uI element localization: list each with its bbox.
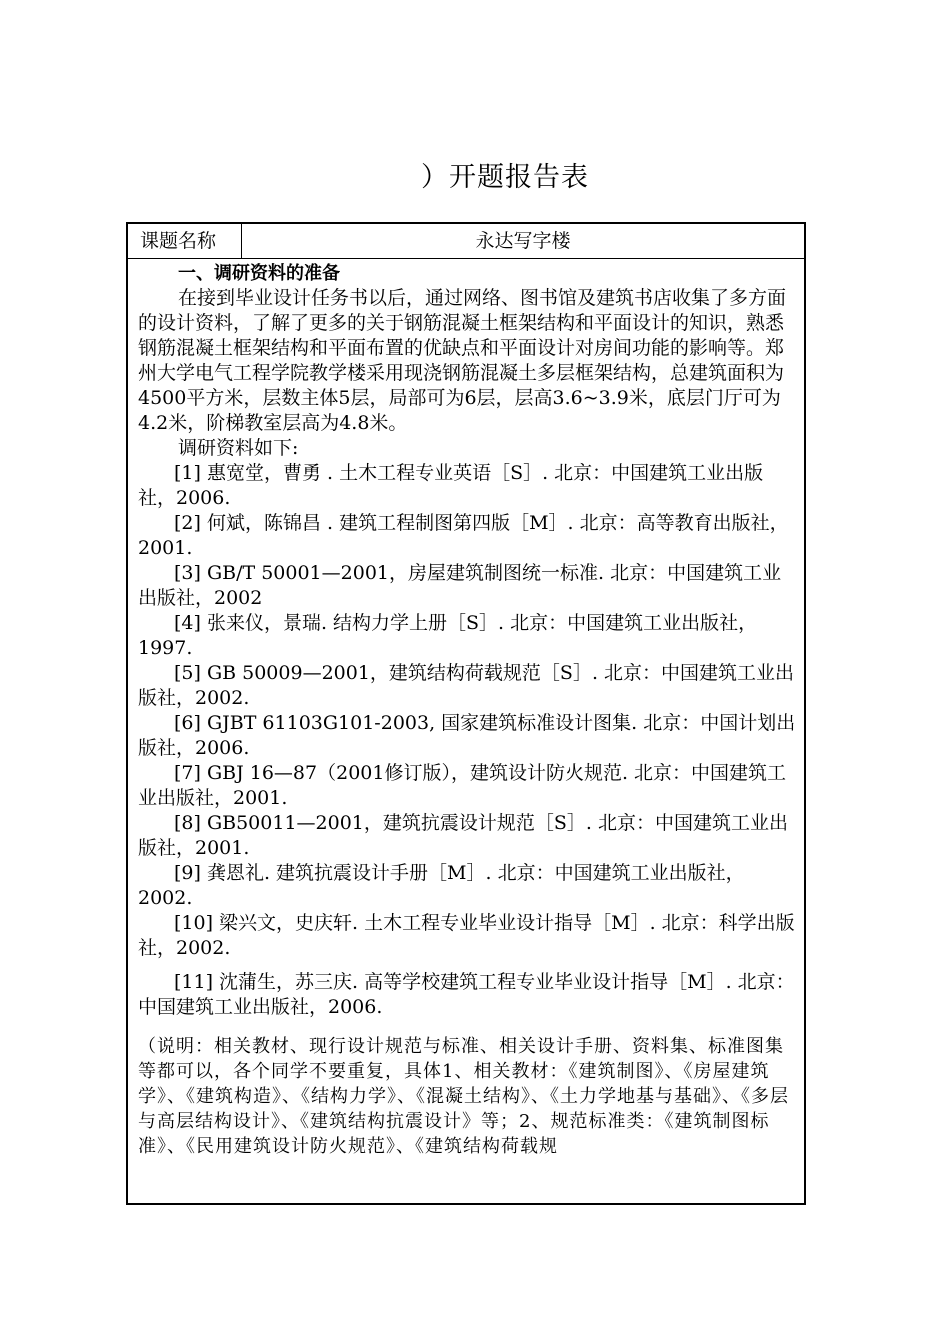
- reference-item: [10] 梁兴文，史庆轩. 土木工程专业毕业设计指导［M］. 北京：科学出版社，2002.: [138, 912, 795, 959]
- reference-item: [7] GBJ 16—87（2001修订版），建筑设计防火规范. 北京：中国建筑工业出版社，2001.: [138, 762, 787, 809]
- reference-item: [9] 龚恩礼. 建筑抗震设计手册［M］. 北京：中国建筑工业出版社，2002.: [138, 862, 745, 909]
- report-form-table: [126, 222, 806, 1205]
- reference-item: [8] GB50011—2001，建筑抗震设计规范［S］. 北京：中国建筑工业出版社，2001.: [138, 812, 788, 859]
- intro-paragraph: 在接到毕业设计任务书以后，通过网络、图书馆及建筑书店收集了多方面的设计资料，了解了更多的关于钢筋混凝土框架结构和平面设计的知识，熟悉钢筋混凝土框架结构和平面布置的优缺点和平面设计对房间功能的影响等。郑州大学电气工程学院教学楼采用现浇钢筋混凝土多层框架结构，总建筑面积为4500平方米，层数主体5层，局部可为6层，层高3.6~3.9米，底层门厅可为4.2米，阶梯教室层高为4.8米。: [138, 287, 787, 434]
- instruction-note: （说明：相关教材、现行设计规范与标准、相关设计手册、资料集、标准图集等都可以，各个同学不要重复，具体1、相关教材：《建筑制图》、《房屋建筑学》、《建筑构造》、《结构力学》、《混凝土结构》、《土力学地基与基础》、《多层与高层结构设计》、《建筑结构抗震设计》等；2、规范标准类：《建筑制图标准》、《民用建筑设计防火规范》、《建筑结构荷载规: [138, 1036, 789, 1157]
- page-title: ）开题报告表: [421, 162, 589, 193]
- section-heading: 一、调研资料的准备: [178, 263, 340, 284]
- reference-item: [4] 张来仪，景瑞. 结构力学上册［S］. 北京：中国建筑工业出版社，1997.: [138, 612, 758, 659]
- reference-item: [5] GB 50009—2001，建筑结构荷载规范［S］. 北京：中国建筑工业出版社，2002.: [138, 662, 795, 709]
- research-content-cell: [128, 259, 804, 1159]
- reference-item: [2] 何斌，陈锦昌 . 建筑工程制图第四版［M］. 北京：高等教育出版社，2001.: [138, 512, 789, 559]
- topic-value: 永达写字楼: [475, 230, 571, 252]
- reference-item: [11] 沈蒲生，苏三庆. 高等学校建筑工程专业毕业设计指导［M］. 北京：中国建筑工业出版社，2006.: [138, 971, 795, 1018]
- refs-intro: 调研资料如下:: [178, 437, 299, 459]
- reference-item: [3] GB/T 50001—2001，房屋建筑制图统一标准. 北京：中国建筑工业出版社，2002: [138, 562, 782, 609]
- topic-label: 课题名称: [128, 224, 242, 258]
- topic-row: [128, 224, 804, 259]
- reference-item: [6] GJBT 61103G101-2003, 国家建筑标准设计图集. 北京：中国计划出版社，2006.: [138, 712, 796, 759]
- reference-item: [1] 惠宽堂，曹勇 . 土木工程专业英语［S］. 北京：中国建筑工业出版社，2006.: [138, 462, 764, 509]
